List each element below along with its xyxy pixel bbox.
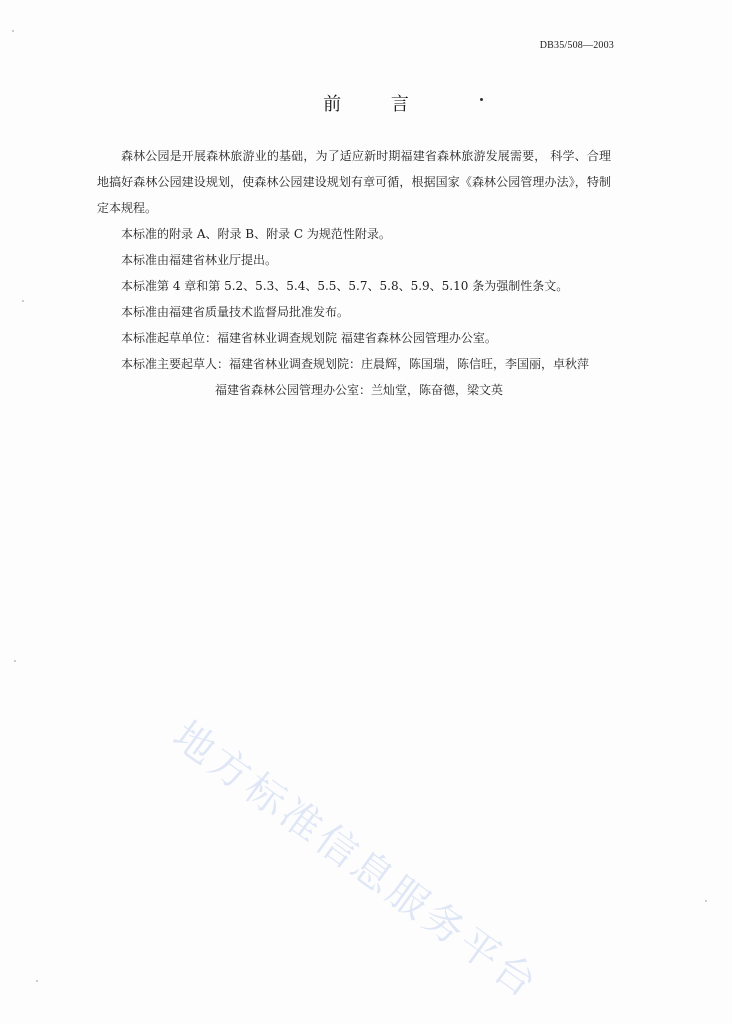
scan-speck bbox=[22, 300, 24, 302]
paragraph-drafters-continued: 福建省森林公园管理办公室：兰灿堂，陈奋德，梁文英 bbox=[215, 383, 504, 397]
scan-speck bbox=[36, 980, 38, 982]
paragraph-appendix: 本标准的附录 A、附录 B、附录 C 为规范性附录。 bbox=[121, 227, 391, 241]
paragraph-mandatory: 本标准第 4 章和第 5.2、5.3、5.4、5.5、5.7、5.8、5.9、5.10 条为强制性条文。 bbox=[121, 279, 569, 293]
paragraph-proposer: 本标准由福建省林业厅提出。 bbox=[121, 253, 278, 267]
scan-dot bbox=[480, 98, 483, 101]
page-title: 前 言 bbox=[323, 94, 431, 115]
paragraph-intro: 森林公园是开展森林旅游业的基础，为了适应新时期福建省森林旅游发展需要， 科学、合理地搞好森林公园建设规划，使森林公园建设规划有章可循，根据国家《森林公园管理办法》，特制定本规程。 bbox=[97, 149, 611, 215]
foreword-body bbox=[97, 143, 611, 403]
paragraph-drafting-units: 本标准起草单位：福建省林业调查规划院 福建省森林公园管理办公室。 bbox=[121, 331, 497, 345]
standard-code: DB35/508—2003 bbox=[539, 40, 614, 51]
scan-speck bbox=[705, 900, 707, 902]
paragraph-approval: 本标准由福建省质量技术监督局批准发布。 bbox=[121, 305, 350, 319]
scan-speck bbox=[14, 660, 16, 662]
paragraph-drafters: 本标准主要起草人：福建省林业调查规划院：庄晨辉，陈国瑞，陈信旺，李国丽，卓秋萍 bbox=[121, 357, 590, 371]
watermark: 地方标准信息服务平台 bbox=[164, 712, 548, 1009]
scan-speck bbox=[12, 30, 14, 32]
